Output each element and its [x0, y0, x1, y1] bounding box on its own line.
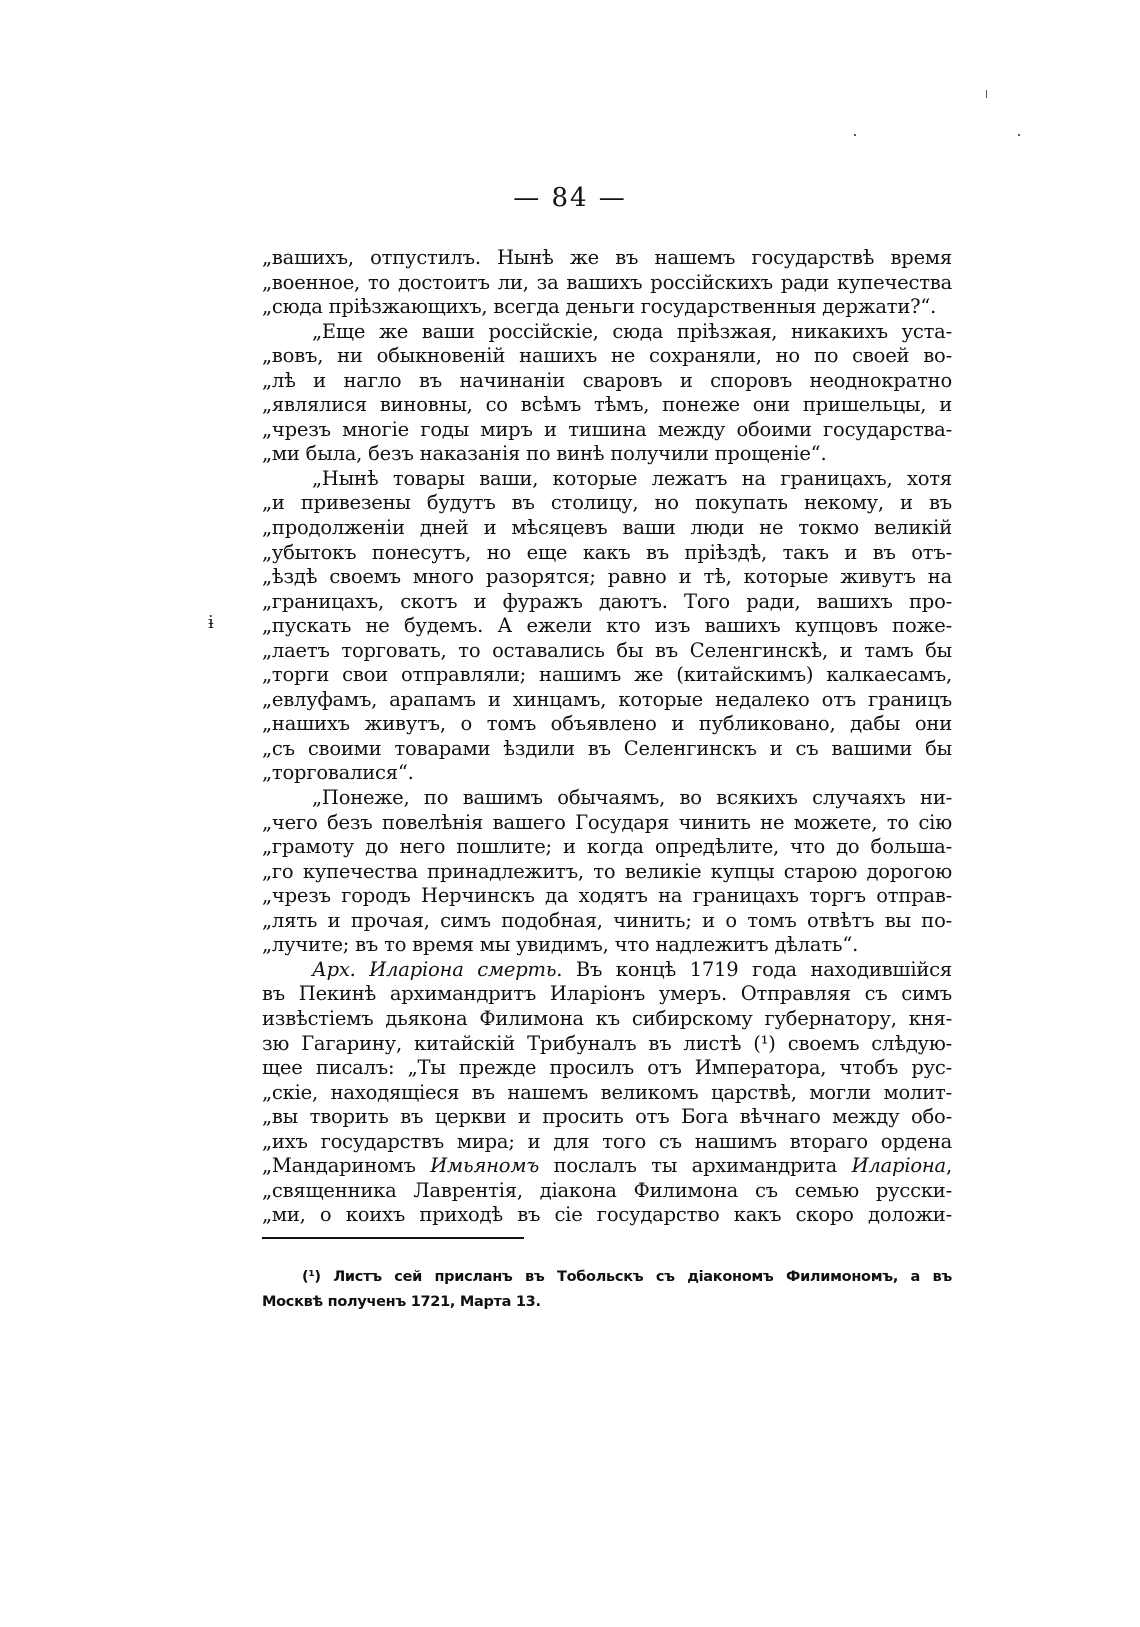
- text-line: щее писалъ: „Ты прежде просилъ отъ Императора, чтобъ рус-: [262, 1056, 952, 1080]
- text-line: „лучите; въ то время мы увидимъ, что надлежитъ дѣлать“.: [262, 933, 859, 957]
- footnote-rule: [262, 1237, 524, 1239]
- text-line: „нашихъ живутъ, о томъ объявлено и публиковано, дабы они: [262, 712, 952, 736]
- text-line: „ми, о коихъ приходѣ въ сіе государство какъ скоро доложи-: [262, 1203, 952, 1227]
- text-line: въ Пекинѣ архимандритъ Иларіонъ умеръ. Отправляя съ симъ: [262, 982, 952, 1006]
- text-line: „границахъ, скотъ и фуражъ даютъ. Того ради, вашихъ про-: [262, 589, 952, 613]
- footnote-line: Москвѣ полученъ 1721, Марта 13.: [262, 1294, 541, 1310]
- text-line: „Нынѣ товары ваши, которые лежатъ на границахъ, хотя: [312, 466, 952, 490]
- footnote: [262, 1265, 952, 1315]
- speck-3: [1018, 134, 1020, 136]
- text-line: „священника Лаврентія, діакона Филимона съ семью русски-: [262, 1178, 952, 1202]
- footnote-line: (¹) Листъ сей присланъ въ Тобольскъ съ діакономъ Филимономъ, а въ: [302, 1269, 952, 1285]
- text-line: „ихъ государствъ мира; и для того съ нашимъ втораго ордена: [262, 1129, 952, 1153]
- text-line: „чрезъ многіе годы миръ и тишина между обоими государства-: [262, 417, 952, 441]
- text-line: „ѣздѣ своемъ много разорятся; равно и тѣ, которые живутъ на: [262, 565, 952, 589]
- text-line: „торги свои отправляли; нашимъ же (китайскимъ) калкаесамъ,: [262, 663, 952, 687]
- text-line: „продолженіи дней и мѣсяцевъ ваши люди не токмо великій: [262, 516, 952, 540]
- text-line: „чего безъ повелѣнія вашего Государя чинить не можете, то сію: [262, 810, 952, 834]
- text-line: „убытокъ понесутъ, но еще какъ въ пріѣздѣ, такъ и въ отъ-: [262, 540, 952, 564]
- speck-2: [854, 134, 856, 136]
- text-line: „съ своими товарами ѣздили въ Селенгинскъ и съ вашими бы: [262, 736, 952, 760]
- body-text: [262, 246, 952, 1228]
- text-line: „сюда пріѣзжающихъ, всегда деньги государственныя держати?“.: [262, 295, 937, 319]
- text-line: „го купечества принадлежитъ, то великіе купцы старою дорогою: [262, 859, 952, 883]
- text-line: „Мандариномъ Имьяномъ послалъ ты архимандрита Иларіона,: [262, 1154, 952, 1178]
- text-line: „скіе, находящіеся въ нашемъ великомъ царствѣ, могли молит-: [262, 1080, 952, 1104]
- text-line: „Еще же ваши россійскіе, сюда пріѣзжая, никакихъ уста-: [312, 319, 952, 343]
- text-line: извѣстіемъ дьякона Филимона къ сибирскому губернатору, кня-: [262, 1006, 952, 1030]
- text-line: зю Гагарину, китайскій Трибуналъ въ листѣ (¹) своемъ слѣдую-: [262, 1031, 952, 1055]
- text-line-heading: Арх. Иларіона смерть. Въ концѣ 1719 года находившійся: [312, 957, 952, 981]
- text-line: „вашихъ, отпустилъ. Нынѣ же въ нашемъ государствѣ время: [262, 246, 952, 269]
- text-line: „вы творить въ церкви и просить отъ Бога вѣчнаго между обо-: [262, 1105, 952, 1129]
- text-line: „евлуфамъ, арапамъ и хинцамъ, которые недалеко отъ границъ: [262, 687, 952, 711]
- text-line: „лѣ и нагло въ начинаніи сваровъ и споровъ неоднократно: [262, 368, 952, 392]
- text-line: „военное, то достоитъ ли, за вашихъ россійскихъ ради купечества: [262, 270, 952, 294]
- text-line: „грамоту до него пошлите; и когда опредѣлите, что до больша-: [262, 835, 952, 859]
- text-line: „пускать не будемъ. А ежели кто изъ вашихъ купцовъ поже-: [262, 614, 952, 638]
- text-line: „лаетъ торговать, то оставались бы въ Селенгинскѣ, и тамъ бы: [262, 638, 952, 662]
- text-line: „лять и прочая, симъ подобная, чинить; и о томъ отвѣтъ вы по-: [262, 908, 952, 932]
- text-line: „Понеже, по вашимъ обычаямъ, во всякихъ случаяхъ ни-: [312, 786, 952, 810]
- text-line: „и привезены будутъ въ столицу, но покупать некому, и въ: [262, 491, 952, 515]
- margin-mark: ɨ: [208, 612, 214, 633]
- text-line: „ми была, безъ наказанія по винѣ получили прощеніе“.: [262, 442, 827, 466]
- text-line: „являлися виновны, со всѣмъ тѣмъ, понеже они пришельцы, и: [262, 393, 952, 417]
- page-number: — 84 —: [513, 183, 627, 213]
- text-line: „вовъ, ни обыкновеній нашихъ не сохраняли, но по своей во-: [262, 344, 952, 368]
- speck-1: [986, 90, 987, 98]
- text-line: „чрезъ городъ Нерчинскъ да ходятъ на границахъ торгъ отправ-: [262, 884, 952, 908]
- text-line: „торговалися“.: [262, 761, 414, 785]
